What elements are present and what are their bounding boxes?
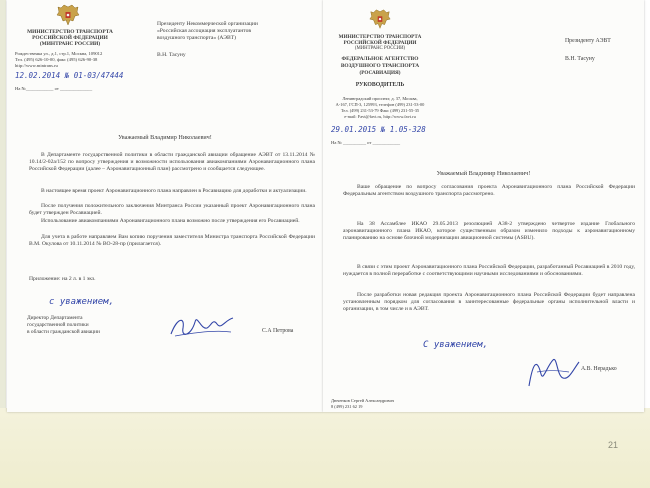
signer-name: А.В. Нерадько [581,366,617,372]
signer-name: С.А Петрова [262,328,294,334]
address-line: А-167, ГСП-3, 125993, телефон (499) 231-53-00 [335,102,425,107]
handwritten-regards: С уважением, [423,340,489,350]
org-header-line: МИНИСТЕРСТВО ТРАНСПОРТА [27,29,113,35]
salutation: Уважаемый Владимир Николаевич! [118,134,212,141]
slide-bottom-band [0,408,650,488]
agency-line: (РОСАВИАЦИЯ) [359,70,401,76]
executor-line: 8 (499) 231 62 19 [331,404,363,409]
address-line: Ленинградский проспект, д. 37, Москва, [342,96,418,101]
body-paragraph: В настоящее время проект Аэронавигационного плана направлен в Росавиацию для доработки и актуализации. [41,188,307,194]
executor-line: Дюченков Сергей Александрович [331,398,395,403]
addressee-line: воздушного транспорта» (АЭВТ) [157,35,236,41]
org-header-line: РОССИЙСКОЙ ФЕДЕРАЦИИ [343,40,417,46]
org-header-line: (МИНТРАНС РОССИИ) [354,46,406,51]
eagle-emblem-icon [55,3,81,29]
org-header-line: МИНИСТЕРСТВО ТРАНСПОРТА [338,34,422,40]
body-paragraph: После получения положительного заключения Минтранса России указанный проект Аэронавигационного плана будет утвержден Росавиацией. [29,203,315,216]
address-line: e-mail: Favt@favt.ru, http://www.favt.ru [344,114,416,119]
agency-line: ВОЗДУШНОГО ТРАНСПОРТА [340,63,420,69]
agency-line: ФЕДЕРАЛЬНОЕ АГЕНТСТВО [341,56,419,62]
eagle-emblem-icon [367,8,393,32]
letter-mintrans [7,0,323,412]
registration-number-handwritten: 12.02.2014 № 01-03/47444 [15,71,124,80]
salutation: Уважаемый Владимир Николаевич! [436,170,531,177]
letter-rosaviatsiya [323,0,644,412]
body-paragraph: Ваше обращение по вопросу согласования проекта Аэронавигационного плана Российской Федерации Федеральным агентством воздушного транспорта рассмотрено. [343,184,635,197]
addressee-name: В.Н. Тасуну [157,52,186,58]
address-line: Тел. (499) 231-53-79 Факс (499) 231-55-35 [340,108,420,113]
address-line: http://www.mintrans.ru [15,63,58,68]
registration-number-handwritten: 29.01.2015 № 1.05-328 [331,125,426,134]
body-paragraph: После разработки новая редакция проекта Аэронавигационного плана Российской Федерации будет направлена установленным порядком для согласования в заинтересованные федеральные органы исполнительной власти и организации, в том числе и в АЭВТ. [343,292,635,312]
handwritten-regards: с уважением, [49,297,115,307]
addressee-name: В.Н. Тасуну [565,56,595,62]
body-paragraph: Для учета в работе направляем Вам копию поручения заместителя Министра транспорта Российской Федерации В.М. Окулова от 10.11.2014 № ВО-28-пр (прилагается). [29,234,315,247]
body-paragraph: Использование авиакомпаниями Аэронавигационного плана возможно после утверждения его Росавиацией. [41,218,300,224]
address-line: Тел. (495) 626-10-00, факс (495) 626-90-38 [15,57,98,62]
signer-title-line: Директор Департамента [27,315,83,321]
slide-number: 21 [608,440,619,450]
signer-title-line: в области гражданской авиации [27,329,100,335]
addressee-line: Президенту Некоммерческой организации [157,21,258,27]
addressee-line: «Российская ассоциация эксплуатантов [157,28,252,34]
handwritten-signature [523,352,583,397]
attachment-note: Приложение: на 2 л. в 1 экз. [29,276,96,282]
body-paragraph: В связи с этим проект Аэронавигационного плана Российской Федерации, разработанный Росавиацией в 2010 году, нуждается в полной переработке с соответствующими научными исследованиями и обоснованиями. [343,264,635,277]
handwritten-signature [167,310,237,347]
org-header-line: (МИНТРАНС РОССИИ) [39,41,101,47]
org-header-line: РОССИЙСКОЙ ФЕДЕРАЦИИ [32,35,108,41]
addressee: Президенту АЭВТ [565,38,611,44]
body-paragraph: На 38 Ассамблее ИКАО 29.05.2013 резолюцией А38-2 утверждено четвертое издание Глобального аэронавигационного плана ИКАО, которое существенным образом изменило подходы к аэронавигационному планированию на основе блочной модернизации авиационной системы (ASBU). [343,221,635,241]
reference-line: На №____________ от ______________ [15,86,93,91]
position-title: РУКОВОДИТЕЛЬ [355,82,405,88]
address-line: Рождественка ул., д.1, стр.1, Москва, 109012 [15,51,103,56]
reference-line: На № __________ от ____________ [331,140,401,145]
signer-title-line: государственной политики [27,322,89,328]
body-paragraph: В Департаменте государственной политики в области гражданской авиации обращение АЭВТ от 13.11.2014 № 10.14/2-02а/152 по вопросу утверждения и возможности использования авиакомпаниями Аэронавигационного плана Российской Федерации (далее – Аэронавигационный план) рассмотрено и сообщается следующее. [29,152,315,172]
